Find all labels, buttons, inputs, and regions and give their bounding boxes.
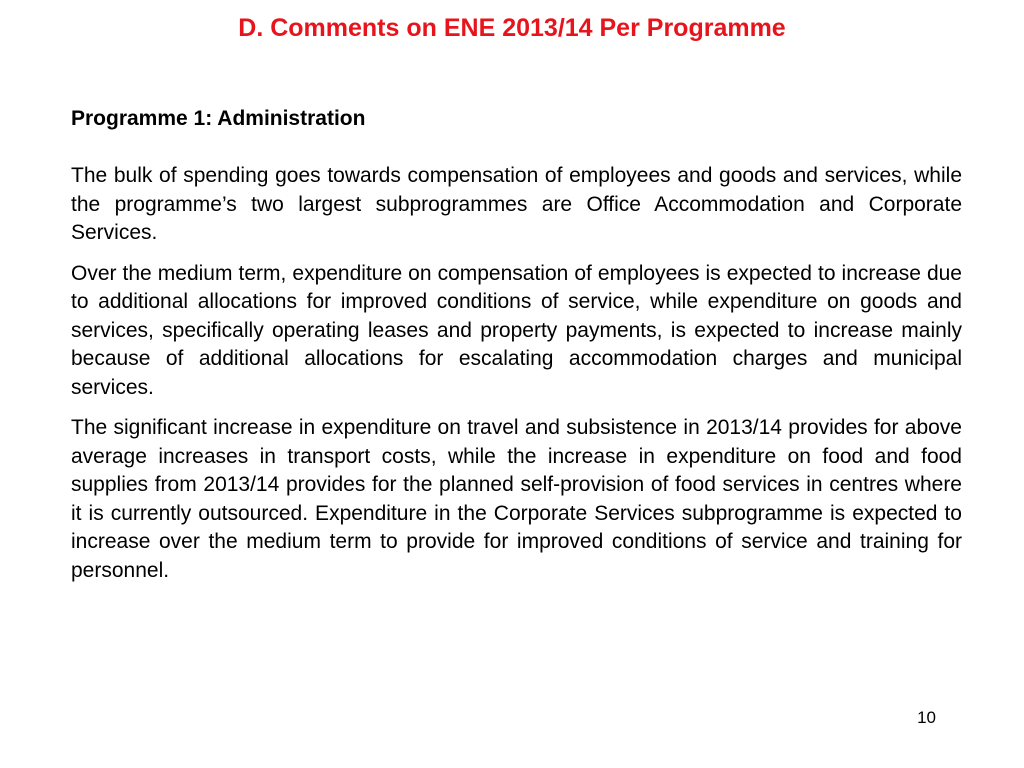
- section-heading: Programme 1: Administration: [71, 107, 366, 130]
- slide-body: [71, 104, 962, 597]
- paragraph-travel-subsistence: The significant increase in expenditure on travel and subsistence in 2013/14 provides for above average increases in transport costs, while the increase in expenditure on food and food supplies from 2013/14 provides for the planned self-provision of food services in centres where it is currently outsourced. Expenditure in the Corporate Services subprogramme is expected to increase over the medium term to provide for improved conditions of service and training for personnel.: [71, 416, 962, 582]
- paragraph-medium-term: Over the medium term, expenditure on compensation of employees is expected to increase due to additional allocations for improved conditions of service, while expenditure on goods and services, specifically operating leases and property payments, is expected to increase mainly because of additional allocations for escalating accommodation charges and municipal services.: [71, 261, 962, 399]
- slide-title: D. Comments on ENE 2013/14 Per Programme: [238, 14, 786, 42]
- page-number: 10: [917, 708, 936, 727]
- paragraph-spending-overview: The bulk of spending goes towards compensation of employees and goods and services, while the programme’s two largest subprogrammes are Office Accommodation and Corporate Services.: [71, 164, 962, 244]
